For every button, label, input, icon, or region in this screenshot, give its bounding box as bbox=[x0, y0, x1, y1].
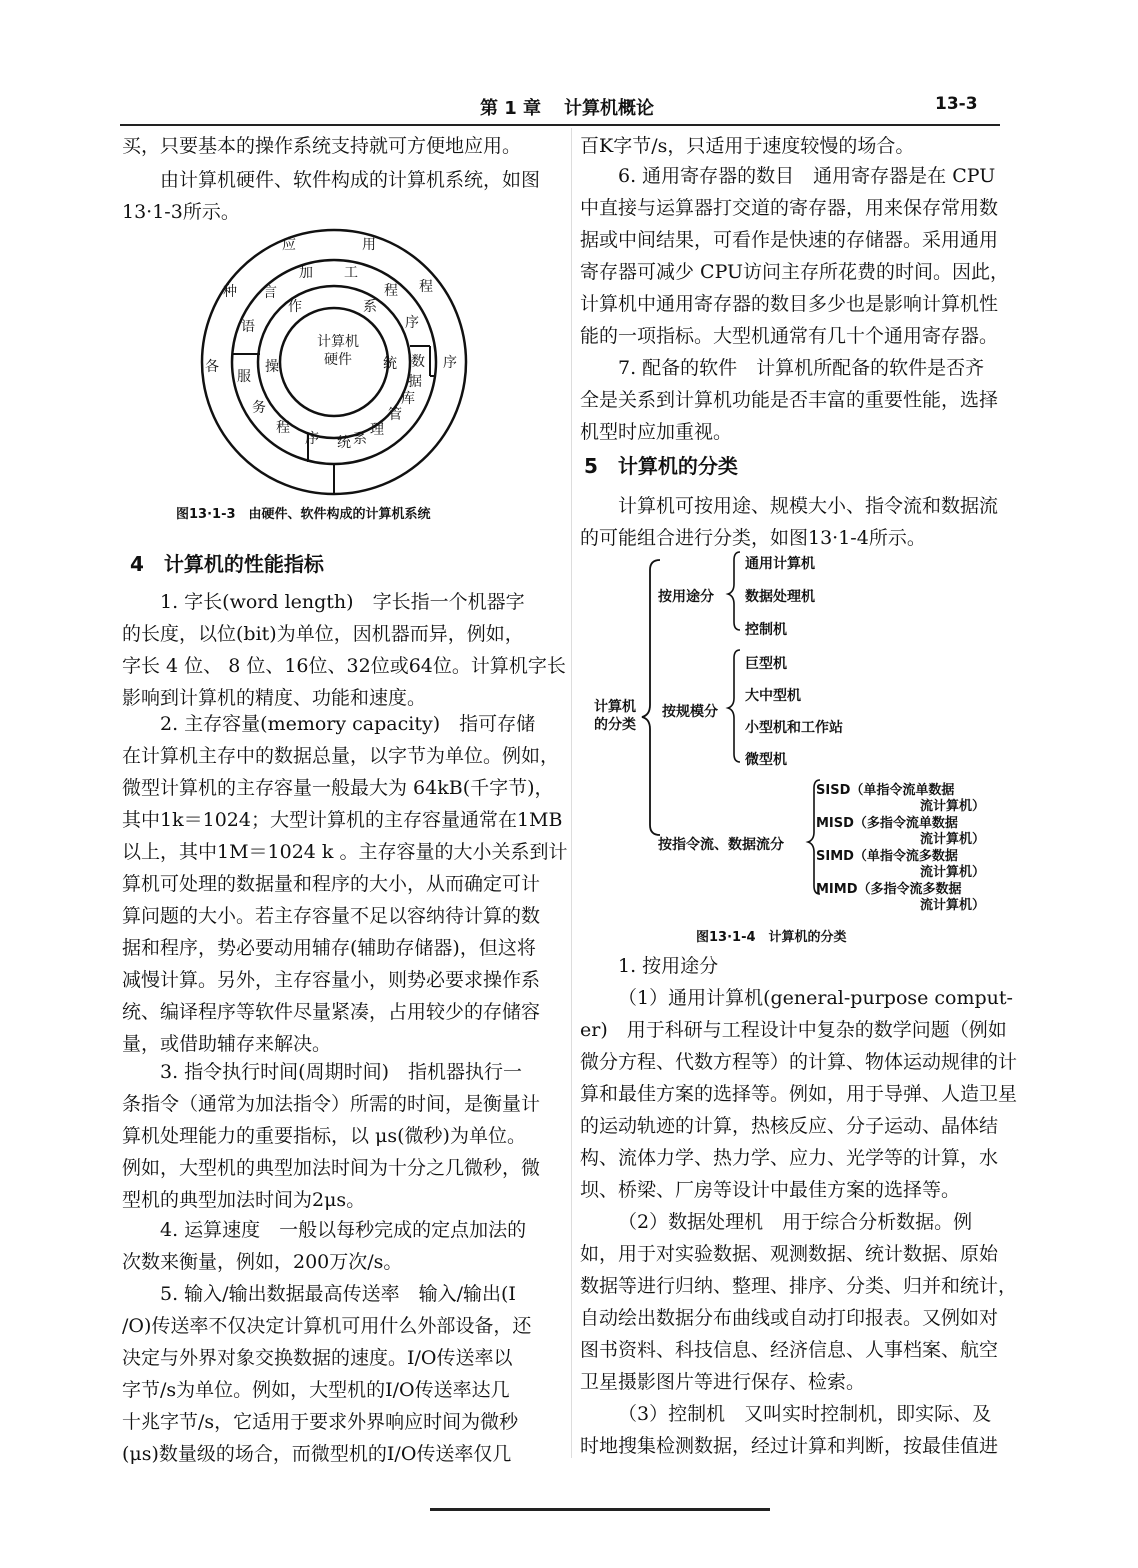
paragraph-line: 4. 运算速度 一般以每秒完成的定点加法的 bbox=[160, 1219, 527, 1241]
paragraph-line: 型机的典型加法时间为2μs。 bbox=[122, 1189, 366, 1211]
paragraph-line: 统、编译程序等软件尽量紧凑，占用较少的存储容 bbox=[122, 1001, 541, 1023]
paragraph-line: 以上，其中1M＝1024 k 。主存容量的大小关系到计 bbox=[122, 841, 568, 863]
section-title: 4 计算机的性能指标 bbox=[130, 552, 324, 576]
chapter-number: 第 1 章 bbox=[480, 98, 542, 119]
ring-char: 统 bbox=[383, 356, 397, 372]
ring-char: 种 bbox=[223, 284, 237, 300]
ring-char: 系 bbox=[353, 431, 367, 447]
ring-char: 各 bbox=[205, 359, 219, 375]
brace-scale bbox=[728, 650, 740, 762]
paragraph-line: 条指令（通常为加法指令）所需的时间，是衡量计 bbox=[122, 1093, 541, 1115]
paragraph-line: 构、流体力学、热力学、应力、光学等的计算，水 bbox=[580, 1147, 999, 1169]
paragraph-line: 影响到计算机的精度、功能和速度。 bbox=[122, 687, 427, 709]
paragraph-line: （2）数据处理机 用于综合分析数据。例 bbox=[618, 1211, 973, 1233]
paragraph-line: 算和最佳方案的选择等。例如，用于导弹、人造卫星 bbox=[580, 1083, 1018, 1105]
paragraph-line: 全是关系到计算机功能是否丰富的重要性能，选择 bbox=[580, 389, 999, 411]
tree-leaf: MIMD（多指令流多数据 流计算机） bbox=[816, 882, 986, 913]
ring-char: 操 bbox=[265, 359, 279, 375]
bottom-rule bbox=[430, 1508, 770, 1511]
paragraph-line: 减慢计算。另外，主存容量小，则势必要求操作系 bbox=[122, 969, 541, 991]
tree-root: 计算机 的分类 bbox=[594, 699, 636, 733]
tree-leaf: 通用计算机 bbox=[745, 556, 815, 572]
tree-leaf: SIMD（单指令流多数据 流计算机） bbox=[816, 849, 986, 880]
paragraph-line: 如，用于对实验数据、观测数据、统计数据、原始 bbox=[580, 1243, 999, 1265]
paragraph-line: (μs)数量级的场合，而微型机的I/O传送率仅几 bbox=[122, 1443, 512, 1465]
paragraph-line: （3）控制机 又叫实时控制机，即实际、及 bbox=[618, 1403, 992, 1425]
paragraph-line: 中直接与运算器打交道的寄存器，用来保存常用数 bbox=[580, 197, 999, 219]
paragraph-line: 坝、桥梁、厂房等设计中最佳方案的选择等。 bbox=[580, 1179, 961, 1201]
tree-leaf: 小型机和工作站 bbox=[745, 720, 843, 736]
paragraph-line: 的长度，以位(bit)为单位，因机器而异，例如， bbox=[122, 623, 524, 645]
page-header bbox=[120, 92, 1000, 122]
paragraph-line: 算问题的大小。若主存容量不足以容纳待计算的数 bbox=[122, 905, 541, 927]
paragraph-line: 计算机中通用寄存器的数目多少也是影响计算机性 bbox=[580, 293, 999, 315]
paragraph-line: /O)传送率不仅决定计算机可用什么外部设备，还 bbox=[122, 1315, 532, 1337]
ring-char: 应 bbox=[282, 237, 296, 253]
paragraph-line: 的可能组合进行分类，如图13·1-4所示。 bbox=[580, 527, 926, 549]
ring-char: 程 bbox=[384, 283, 398, 299]
paragraph-line: 买，只要基本的操作系统支持就可方便地应用。 bbox=[122, 135, 522, 157]
paragraph-line: 字节/s为单位。例如，大型机的I/O传送率达几 bbox=[122, 1379, 510, 1401]
paragraph-line: 决定与外界对象交换数据的速度。I/O传送率以 bbox=[122, 1347, 513, 1369]
paragraph-line: 字长 4 位、 8 位、16位、32位或64位。计算机字长 bbox=[122, 655, 566, 677]
paragraph-line: 微型计算机的主存容量一般最大为 64kB(千字节)， bbox=[122, 777, 554, 799]
paragraph-line: 2. 主存容量(memory capacity) 指可存储 bbox=[160, 713, 536, 735]
ring-char: 服 bbox=[237, 369, 251, 385]
center-label: 计算机 硬件 bbox=[317, 334, 359, 368]
paragraph-line: 据或中间结果，可看作是快速的存储器。采用通用 bbox=[580, 229, 999, 251]
paragraph-line: 量，或借助辅存来解决。 bbox=[122, 1033, 332, 1055]
paragraph-line: 1. 字长(word length) 字长指一个机器字 bbox=[160, 591, 525, 613]
paragraph-line: er) 用于科研与工程设计中复杂的数学问题（例如 bbox=[580, 1019, 1007, 1041]
ring-char: 统 bbox=[337, 435, 351, 451]
ring-char: 言 bbox=[263, 285, 277, 301]
ring-char: 序 bbox=[443, 355, 457, 371]
tree-leaf: 控制机 bbox=[745, 622, 787, 638]
tree-group-scale: 按规模分 bbox=[662, 704, 718, 720]
paragraph-line: 机型时应加重视。 bbox=[580, 421, 733, 443]
paragraph-line: 其中1k＝1024；大型计算机的主存容量通常在1MB bbox=[122, 809, 563, 831]
paragraph-line: 微分方程、代数方程等）的计算、物体运动规律的计 bbox=[580, 1051, 1018, 1073]
paragraph-line: 图书资料、科技信息、经济信息、人事档案、航空 bbox=[580, 1339, 999, 1361]
ring-char: 理 bbox=[370, 422, 384, 438]
ring-char: 据 bbox=[408, 374, 422, 390]
paragraph-line: 计算机可按用途、规模大小、指令流和数据流 bbox=[618, 495, 999, 517]
paragraph-line: （1）通用计算机(general-purpose comput- bbox=[618, 987, 1013, 1009]
ring-char: 库 bbox=[401, 391, 415, 407]
ring-char: 序 bbox=[305, 431, 319, 447]
paragraph-line: 1. 按用途分 bbox=[618, 955, 719, 977]
paragraph-line: 由计算机硬件、软件构成的计算机系统，如图 bbox=[160, 169, 541, 191]
ring-char: 序 bbox=[405, 315, 419, 331]
paragraph-line: 百K字节/s，只适用于速度较慢的场合。 bbox=[580, 135, 915, 157]
paragraph-line: 5. 输入/输出数据最高传送率 输入/输出(I bbox=[160, 1283, 516, 1305]
ring-char: 程 bbox=[419, 279, 433, 295]
paragraph-line: 算机处理能力的重要指标，以 μs(微秒)为单位。 bbox=[122, 1125, 526, 1147]
tree-leaf: MISD（多指令流单数据 流计算机） bbox=[816, 816, 986, 847]
tree-leaf: 数据处理机 bbox=[745, 589, 815, 605]
ring-char: 用 bbox=[362, 237, 376, 253]
page-number: 13-3 bbox=[935, 94, 978, 114]
paragraph-line: 数据等进行归纳、整理、排序、分类、归并和统计， bbox=[580, 1275, 1018, 1297]
chapter-title: 计算机概论 bbox=[564, 98, 654, 119]
paragraph-line: 3. 指令执行时间(周期时间) 指机器执行一 bbox=[160, 1061, 522, 1083]
column-divider bbox=[571, 128, 572, 1458]
section-title: 5 计算机的分类 bbox=[584, 454, 738, 478]
brace-usage bbox=[728, 552, 740, 630]
figure-caption: 图13·1-3 由硬件、软件构成的计算机系统 bbox=[176, 507, 431, 522]
paragraph-line: 算机可处理的数据量和程序的大小，从而确定可计 bbox=[122, 873, 541, 895]
paragraph-line: 卫星摄影图片等进行保存、检索。 bbox=[580, 1371, 866, 1393]
ring-char: 数 bbox=[411, 354, 425, 370]
tree-leaf: 大中型机 bbox=[745, 688, 801, 704]
ring-char: 作 bbox=[288, 299, 302, 315]
tree-leaf: 巨型机 bbox=[745, 656, 787, 672]
paragraph-line: 13·1-3所示。 bbox=[122, 201, 240, 223]
ring-char: 系 bbox=[363, 299, 377, 315]
tree-group-usage: 按用途分 bbox=[658, 589, 714, 605]
paragraph-line: 的运动轨迹的计算，热核反应、分子运动、晶体结 bbox=[580, 1115, 999, 1137]
ring-char: 程 bbox=[276, 420, 290, 436]
paragraph-line: 自动绘出数据分布曲线或自动打印报表。又例如对 bbox=[580, 1307, 999, 1329]
paragraph-line: 十兆字节/s，它适用于要求外界响应时间为微秒 bbox=[122, 1411, 519, 1433]
paragraph-line: 寄存器可减少 CPU访问主存所花费的时间。因此， bbox=[580, 261, 1010, 283]
header-rule bbox=[120, 124, 1000, 126]
paragraph-line: 次数来衡量，例如，200万次/s。 bbox=[122, 1251, 403, 1273]
paragraph-line: 7. 配备的软件 计算机所配备的软件是否齐 bbox=[618, 357, 985, 379]
ring-char: 工 bbox=[344, 265, 358, 281]
ring-char: 务 bbox=[252, 400, 266, 416]
figure-caption: 图13·1-4 计算机的分类 bbox=[696, 930, 847, 945]
tree-leaf: SISD（单指令流单数据 流计算机） bbox=[816, 783, 986, 814]
paragraph-line: 例如，大型机的典型加法时间为十分之几微秒，微 bbox=[122, 1157, 541, 1179]
paragraph-line: 时地搜集检测数据，经过计算和判断，按最佳值进 bbox=[580, 1435, 999, 1457]
paragraph-line: 在计算机主存中的数据总量，以字节为单位。例如， bbox=[122, 745, 560, 767]
ring-char: 语 bbox=[241, 319, 255, 335]
tree-group-stream: 按指令流、数据流分 bbox=[658, 837, 784, 853]
tree-leaf: 微型机 bbox=[745, 752, 787, 768]
ring-char: 加 bbox=[299, 265, 313, 281]
paragraph-line: 6. 通用寄存器的数目 通用寄存器是在 CPU bbox=[618, 165, 996, 187]
ring-char: 管 bbox=[388, 407, 402, 423]
paragraph-line: 能的一项指标。大型机通常有几十个通用寄存器。 bbox=[580, 325, 999, 347]
paragraph-line: 据和程序，势必要动用辅存(辅助存储器)，但这将 bbox=[122, 937, 536, 959]
